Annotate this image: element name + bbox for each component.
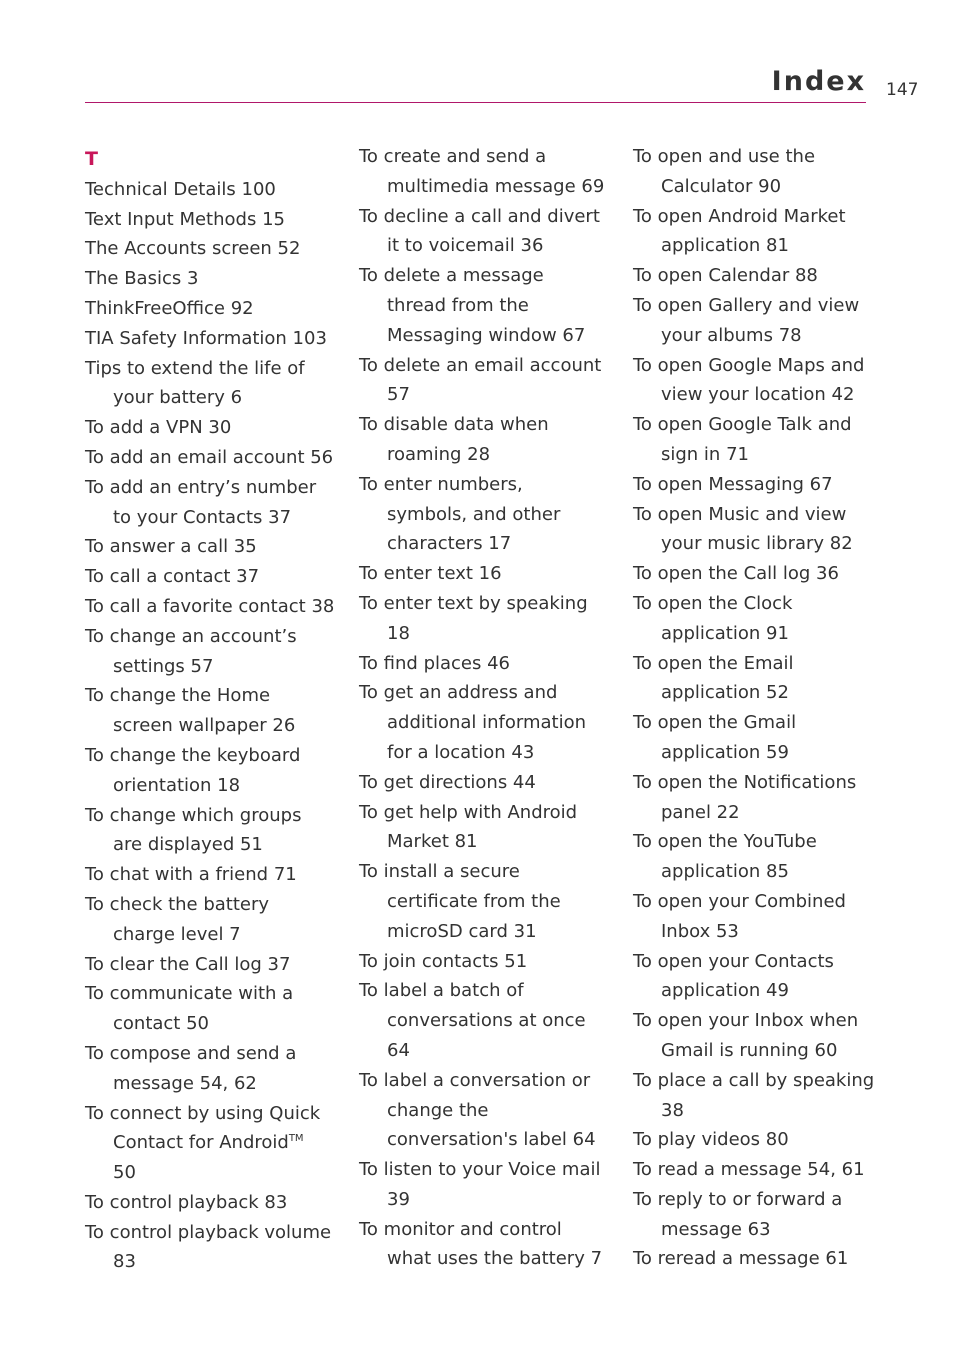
index-entry [85, 741, 335, 801]
index-entry [359, 559, 609, 589]
index-entry-text: To change the Home [85, 685, 271, 707]
index-column-3 [633, 142, 883, 1274]
index-entry [359, 768, 609, 798]
index-entry-continuation: Inbox 53 [661, 920, 739, 942]
index-entry-text: To clear the Call log 37 [85, 953, 291, 975]
index-entry [359, 261, 609, 350]
index-entry-continuation: 57 [387, 384, 410, 406]
index-entry [633, 470, 883, 500]
index-entry [633, 1125, 883, 1155]
index-entry-text: Text Input Methods 15 [85, 208, 285, 230]
index-entry-text: To create and send a [359, 146, 547, 167]
index-entry-continuation: 50 [113, 1162, 136, 1184]
index-entry-text: To open your Contacts [633, 950, 834, 972]
index-entry [85, 979, 335, 1039]
index-entry [633, 1066, 883, 1126]
page-title: Index [771, 66, 866, 97]
index-entry [633, 291, 883, 351]
index-entry-text: To listen to your Voice mail [359, 1159, 601, 1181]
index-entry [85, 801, 335, 861]
index-entry [359, 798, 609, 858]
index-entry-text: To enter numbers, [359, 473, 523, 495]
index-entry-continuation: application 52 [661, 682, 789, 704]
index-entry [85, 413, 335, 443]
index-entry-continuation: Market 81 [387, 831, 478, 853]
index-entry [633, 500, 883, 560]
index-entry-continuation: certificate from the [387, 890, 561, 912]
index-entry-continuation: Calculator 90 [661, 175, 782, 197]
index-entry-text: To open and use the [633, 146, 816, 167]
index-entry-text: To open Messaging 67 [633, 473, 833, 495]
index-entry-text: ThinkFreeOffice 92 [85, 297, 254, 319]
index-entry-continuation: conversation's label 64 [387, 1129, 596, 1151]
index-entry-text: To open the Clock [633, 592, 793, 614]
index-entry-text: To label a batch of [359, 980, 524, 1002]
index-entry-text: To control playback 83 [85, 1191, 288, 1213]
index-entry [359, 470, 609, 559]
index-entry [633, 351, 883, 411]
index-entry-continuation: application 81 [661, 235, 789, 257]
index-entry-text: To add a VPN 30 [85, 417, 232, 439]
index-entry-text: Tips to extend the life of [85, 357, 305, 379]
index-entry [85, 622, 335, 682]
index-entry [359, 947, 609, 977]
index-entry [359, 976, 609, 1065]
index-entry-continuation: application 91 [661, 622, 789, 644]
index-entry-continuation: your albums 78 [661, 324, 802, 346]
index-entry-text: To call a favorite contact 38 [85, 595, 335, 617]
index-entry [85, 950, 335, 980]
index-entry-text: To add an email account 56 [85, 446, 334, 468]
index-entry-text: To reply to or forward a [633, 1188, 843, 1210]
index-entry [359, 857, 609, 946]
index-entry [85, 234, 335, 264]
page-number: 147 [886, 80, 919, 100]
section-letter: T [85, 148, 98, 170]
index-entry-continuation: 64 [387, 1039, 410, 1061]
index-entry [85, 473, 335, 533]
index-entry-text: To open Android Market [633, 205, 846, 227]
index-entry-continuation: what uses the battery 7 [387, 1248, 603, 1270]
index-entry-text: TIA Safety Information 103 [85, 327, 327, 349]
trademark-symbol: TM [288, 1133, 304, 1145]
index-entry-continuation: settings 57 [113, 655, 214, 677]
index-entry [633, 947, 883, 1007]
index-entry-text: To disable data when [359, 414, 549, 436]
index-entry-continuation: contact 50 [113, 1013, 209, 1035]
index-entry [633, 649, 883, 709]
index-entry-text: To place a call by speaking [633, 1069, 875, 1091]
index-entry [359, 351, 609, 411]
index-entry-text: To compose and send a [85, 1042, 297, 1064]
index-entry-continuation: 83 [113, 1251, 136, 1273]
index-entry-text: To open Gallery and view [633, 294, 860, 316]
index-entry-continuation: screen wallpaper 26 [113, 715, 296, 737]
index-entry-text: To call a contact 37 [85, 566, 260, 588]
index-entry [633, 202, 883, 262]
index-entry [633, 768, 883, 828]
index-entry [85, 890, 335, 950]
index-entry [85, 294, 335, 324]
index-entry [359, 1066, 609, 1155]
index-entry-text: To play videos 80 [633, 1129, 789, 1151]
index-entry-text: To open Music and view [633, 503, 847, 525]
index-entry [633, 589, 883, 649]
index-entry-continuation: roaming 28 [387, 443, 491, 465]
index-entry [85, 443, 335, 473]
index-entry-text: To check the battery [85, 893, 270, 915]
index-entry [633, 261, 883, 291]
index-entry-text: To change which groups [85, 804, 302, 826]
index-entry-continuation: Contact for Android™ [113, 1132, 304, 1154]
index-entry-continuation: application 59 [661, 741, 789, 763]
index-entry-continuation: 18 [387, 622, 410, 644]
index-entry [359, 649, 609, 679]
index-entry-text: To reread a message 61 [633, 1248, 849, 1270]
index-entry [359, 142, 609, 202]
index-entry-text: To change the keyboard [85, 744, 301, 766]
header-divider [85, 102, 866, 103]
index-entry-text: The Basics 3 [85, 268, 199, 290]
index-entry-continuation: your music library 82 [661, 533, 853, 555]
index-entry [633, 1185, 883, 1245]
index-entry [359, 1155, 609, 1215]
index-entry-text: To join contacts 51 [359, 950, 528, 972]
index-entry [85, 1099, 335, 1188]
index-entry-text: To chat with a friend 71 [85, 864, 297, 886]
index-entry [633, 1006, 883, 1066]
index-entry-text: The Accounts screen 52 [85, 238, 301, 260]
index-entry-continuation: microSD card 31 [387, 920, 537, 942]
index-entry-text: To enter text by speaking [359, 592, 588, 614]
index-entry-text: To answer a call 35 [85, 536, 257, 558]
index-entry-continuation: message 54, 62 [113, 1072, 257, 1094]
index-entry-continuation: application 85 [661, 861, 789, 883]
index-entry [85, 324, 335, 354]
index-entry-continuation: charge level 7 [113, 923, 241, 945]
index-entry-text: To open your Inbox when [633, 1010, 859, 1032]
index-entry-text: To control playback volume [85, 1221, 332, 1243]
index-entry-continuation: conversations at once [387, 1010, 586, 1032]
index-entry-continuation: panel 22 [661, 801, 740, 823]
index-entry-continuation: Gmail is running 60 [661, 1039, 838, 1061]
index-entry-text: To install a secure [359, 861, 520, 883]
index-entry-text: To get an address and [359, 682, 558, 704]
index-entry-text: To delete a message [359, 265, 544, 287]
index-entry-text: To add an entry’s number [85, 476, 317, 498]
index-entry-continuation: for a location 43 [387, 741, 535, 763]
index-entry-text: Technical Details 100 [85, 178, 276, 200]
index-entry-continuation: message 63 [661, 1218, 771, 1240]
index-entry [359, 589, 609, 649]
index-entry [85, 681, 335, 741]
index-entry-text: To open the Notifications [633, 771, 857, 793]
index-entry-text: To find places 46 [359, 652, 510, 674]
index-entry [85, 264, 335, 294]
index-entry [359, 1215, 609, 1275]
index-entry-continuation: to your Contacts 37 [113, 506, 292, 528]
index-entry-text: To enter text 16 [359, 563, 502, 585]
index-entry [85, 532, 335, 562]
index-entry-text: To open your Combined [633, 890, 846, 912]
index-entry [85, 562, 335, 592]
index-entry-continuation: are displayed 51 [113, 834, 263, 856]
index-entry-continuation: Messaging window 67 [387, 324, 586, 346]
index-column-2 [359, 142, 609, 1274]
index-entry-text: To decline a call and divert [359, 205, 600, 227]
index-entry [359, 410, 609, 470]
index-entry [633, 1155, 883, 1185]
index-entry [85, 205, 335, 235]
index-entry-continuation: it to voicemail 36 [387, 235, 544, 257]
index-entry [85, 1218, 335, 1278]
index-entry-text: To read a message 54, 61 [633, 1159, 865, 1181]
index-entry-continuation: orientation 18 [113, 774, 241, 796]
index-entry-continuation: characters 17 [387, 533, 512, 555]
index-entry-text: To open the YouTube [633, 831, 817, 853]
index-entry [633, 559, 883, 589]
index-entry-text: To get directions 44 [359, 771, 536, 793]
index-entry-text: To change an account’s [85, 625, 297, 647]
index-entry-continuation: your battery 6 [113, 387, 243, 409]
index-entry [633, 708, 883, 768]
index-entry-continuation: 38 [661, 1099, 684, 1121]
index-entry [359, 202, 609, 262]
index-entry [359, 678, 609, 767]
index-entry-text: To open the Email [633, 652, 794, 674]
index-entry [85, 1039, 335, 1099]
index-entry-text: To open the Gmail [633, 712, 797, 734]
index-entry-text: To open Google Talk and [633, 414, 852, 436]
index-column-1 [85, 145, 335, 1277]
index-entry [633, 142, 883, 202]
index-entry [633, 887, 883, 947]
index-entry [85, 175, 335, 205]
index-entry [633, 827, 883, 887]
index-entry [85, 354, 335, 414]
index-entry [85, 860, 335, 890]
index-entry-continuation: thread from the [387, 294, 529, 316]
index-entry [85, 592, 335, 622]
index-entry-text: To open Google Maps and [633, 354, 865, 376]
index-entry-text: To open Calendar 88 [633, 265, 818, 287]
index-entry-continuation: sign in 71 [661, 443, 749, 465]
index-entry-continuation: view your location 42 [661, 384, 855, 406]
index-entry-text: To label a conversation or [359, 1069, 591, 1091]
index-entry-text: To get help with Android [359, 801, 578, 823]
index-entry [633, 1244, 883, 1274]
index-entry-text: To connect by using Quick [85, 1102, 321, 1124]
index-entry-continuation: additional information [387, 712, 587, 734]
index-entry-continuation: symbols, and other [387, 503, 561, 525]
index-entry-continuation: 39 [387, 1188, 410, 1210]
index-entry-text: To delete an email account [359, 354, 602, 376]
index-entry-continuation: change the [387, 1099, 489, 1121]
index-entry-continuation: application 49 [661, 980, 789, 1002]
index-entry-continuation: multimedia message 69 [387, 175, 605, 197]
index-entry-text: To monitor and control [359, 1218, 562, 1240]
index-entry [85, 1188, 335, 1218]
index-entry [633, 410, 883, 470]
index-entry-text: To communicate with a [85, 983, 294, 1005]
index-entry-text: To open the Call log 36 [633, 563, 839, 585]
